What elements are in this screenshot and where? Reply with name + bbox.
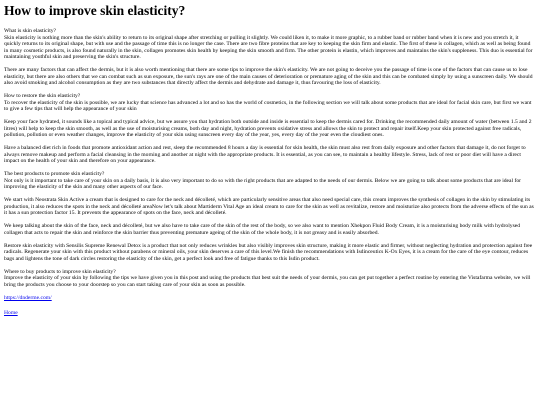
paragraph-text: Not only is it important to take care of your skin on a daily basis, it is also very important to do so with the right products that are adapted to the needs of our dermis. Below we are going to talk about some products that are ideal for improving the elasticity of the skin and many other aspects of our face. [4,177,521,191]
paragraph-text: Restore skin elasticity with Sensilis Supreme Renewal Detox is a product that not only reduces wrinkles but also visibly improves skin structure, making it more elastic and firmer, without neglecting hydration and protection against free radicals. Regenerate your skin with this product without parabens or mineral oils, your skin deserves a care of this level.We finish the recommendations with Isdinceutics K-Ox Eyes, it is a cream for the care of the eye contour, reduces bags and lightens the tone of dark circles restoring the elasticity of the skin, get a perfect look and free of fatigue thanks to this Isdin product. [4,242,533,262]
paragraph-factors [4,67,536,87]
page-title: How to improve skin elasticity? [4,3,186,18]
paragraph-hydration [4,119,536,139]
paragraph-text: Improve the elasticity of your skin by following the tips we have given you in this post and using the products that best suit the needs of your dermis, you can get put together a perfect routine by entering the Vistafarma website, we will bring the products you choose to your doorstep so you can start taking care of your skin as soon as possible. [4,275,531,288]
paragraph-text: Keep your face hydrated, it sounds like a topical and typical advice, but we assure you that hydration both outside and inside is essential to keep the dermis cared for. Drinking the recommended daily amount of water (between 1.5 and 2 litres) will help to keep the skin smooth, as well as the use of moisturising creams, both day and night, hydration prevents oxidative stress and allows the skin to protect and repair itself.Keep your skin protected against free radicals, pollution, pollution or even weather changes, improve the elasticity of your skin using sunscreen every day of the year, yes, every day of the year even the cloudiest ones. [4,119,532,139]
paragraph-text: We start with Neostrata Skin Active a cream that is designed to care for the neck and décolleté, which are particularly sensitive areas that also need special care, this cream improves the synthesis of collagen in the skin by stimulating its production, it also reduces the spots in the neck and décolleté areaNow let's talk about Martiderm Vital Age an ideal cream to care for the skin as well as revitalize, restore and moisturize also protects from the adverse effects of the sun as it has a sun protection factor 15. It prevents the appearance of spots on the face, neck and décolleté. [4,197,534,217]
paragraph-how-to-restore [4,93,536,113]
paragraph-text: Have a balanced diet rich in foods that promote antioxidant action and rest, sleep the recommended 8 hours a day is essential for skin health, the skin must also rest from daily exposure and other factors that damage it, do not forget to always remove makeup and perform a facial cleansing in the morning and another at night with the appropriate products. It is essential, as you can see, to maintain a healthy lifestyle. Stress, lack of rest or poor diet will have a direct impact on the health of your skin and therefore on your appearance. [4,145,526,165]
paragraph-sensilis [4,243,536,263]
section-heading: The best products to promote skin elasticity? [4,171,105,178]
paragraph-text: Skin elasticity is nothing more than the skin's ability to return to its original shape after stretching or pulling it slightly. We could liken it, to make it more graphic, to a rubber band or rubber band when it is new and you stretch it, it quickly returns to its original shape, but with use and the passage of time this is no longer the case. There are two fibre proteins that are key to keeping the skin firm and elastic. The first of these is collagen, which as well as being found in many cosmetic products, is also found naturally in the skin, collagen promotes skin health by keeping the skin smooth and firm. The other protein is elastin, which improves and maintains the skin's suppleness. This duo is essential for maintaining youthful skin and preserving the skin's structure. [4,34,533,61]
home-link-row [4,310,536,317]
section-heading: How to restore the skin elasticity? [4,93,81,100]
home-link[interactable]: Home [4,309,18,316]
source-link[interactable]: https://dnderme.com/ [4,294,52,301]
paragraph-neostrata [4,197,536,217]
paragraph-diet [4,145,536,165]
source-link-row [4,295,536,302]
paragraph-best-products [4,171,536,191]
paragraph-text: We keep talking about the skin of the face, neck and décolleté, but we also have to take care of the skin of the rest of the body, so we also want to mention Xhekpon Fluid Body Cream, it is a moisturising body milk with hydrolysed collagen that acts to repair the skin and reinforce the skin barrier thus preventing premature ageing of the skin of the whole body, it is not greasy and is easily absorbed. [4,223,521,236]
paragraph-body-cream [4,223,536,236]
paragraph-what-is-elasticity [4,28,536,61]
paragraph-text: To recover the elasticity of the skin is possible, we are lucky that science has advanced a lot and so has the world of cosmetics, in the following section we will talk about some products that are ideal for facial skin care, but first we want to give a few tips that will help the appearance of your skin [4,99,532,113]
section-heading: Where to buy products to improve skin elasticity? [4,268,116,275]
paragraph-where-to-buy [4,269,536,289]
paragraph-text: There are many factors that can affect the dermis, but it is also worth mentioning that there are some tips to improve the skin's elasticity. We are not going to deceive you the passage of time is one of the factors that can cause us to lose elasticity, but there are also others that we can combat such as sun exposure, the sun's rays are one of the main causes of deterioration or premature aging of the skin and this can be combated simply by using a sunscreen daily. We should also avoid smoking and alcohol consumption as they are two substances that directly affect the dermis and dehydrate and damage it, thus favouring the loss of elasticity. [4,67,533,87]
section-heading: What is skin elasticity? [4,28,57,34]
